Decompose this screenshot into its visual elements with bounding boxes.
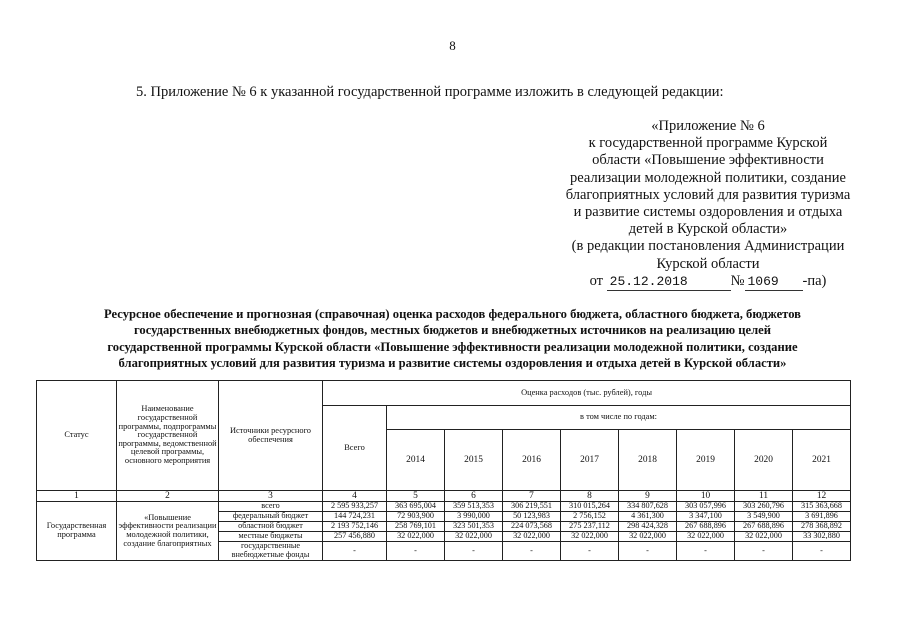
source-cell: областной бюджет <box>219 522 323 532</box>
value-cell: 32 022,000 <box>619 532 677 542</box>
appendix-line: области «Повышение эффективности <box>592 152 824 169</box>
column-number: 1 <box>37 491 117 502</box>
value-cell: 33 302,880 <box>793 532 851 542</box>
column-number: 4 <box>323 491 387 502</box>
value-cell: 32 022,000 <box>387 532 445 542</box>
value-cell: 4 361,300 <box>619 512 677 522</box>
value-cell: 310 015,264 <box>561 502 619 512</box>
title-line: государственных внебюджетных фондов, местных бюджетов и внебюджетных источников на реализацию целей <box>134 323 771 338</box>
decree-number: 1069 <box>745 273 803 291</box>
value-cell: 32 022,000 <box>735 532 793 542</box>
value-cell: 267 688,896 <box>735 522 793 532</box>
header-year: 2021 <box>793 430 851 491</box>
value-cell: - <box>677 542 735 561</box>
appendix-line: и развитие системы оздоровления и отдыха <box>573 204 843 221</box>
value-cell: 3 990,000 <box>445 512 503 522</box>
header-year: 2020 <box>735 430 793 491</box>
value-cell: - <box>561 542 619 561</box>
value-cell: 50 123,983 <box>503 512 561 522</box>
value-cell: 303 260,796 <box>735 502 793 512</box>
value-cell: - <box>323 542 387 561</box>
appendix-line: (в редакции постановления Администрации <box>571 238 845 255</box>
value-cell: - <box>793 542 851 561</box>
value-cell: 298 424,328 <box>619 522 677 532</box>
value-cell: 3 691,896 <box>793 512 851 522</box>
value-cell: - <box>619 542 677 561</box>
appendix-line: благоприятных условий для развития туризма <box>565 186 851 203</box>
value-cell: 144 724,231 <box>323 512 387 522</box>
column-number: 10 <box>677 491 735 502</box>
header-estimate: Оценка расходов (тыс. рублей), годы <box>323 381 851 406</box>
resource-table <box>36 380 851 561</box>
header-total: Всего <box>323 406 387 491</box>
value-cell: 334 807,628 <box>619 502 677 512</box>
column-number: 12 <box>793 491 851 502</box>
appendix-line: реализации молодежной политики, создание <box>570 169 846 186</box>
value-cell: - <box>503 542 561 561</box>
program-name-cell: «Повышение эффективности реализации молодежной политики, создание благоприятных <box>117 502 219 561</box>
appendix-line: Курской области <box>656 255 760 272</box>
value-cell: 257 456,880 <box>323 532 387 542</box>
value-cell: 363 695,004 <box>387 502 445 512</box>
source-cell: местные бюджеты <box>219 532 323 542</box>
value-cell: 3 347,100 <box>677 512 735 522</box>
title-line: Ресурсное обеспечение и прогнозная (справочная) оценка расходов федерального бюджета, областного бюджета, бюджетов <box>104 307 801 321</box>
value-cell: 275 237,112 <box>561 522 619 532</box>
value-cell: 303 057,996 <box>677 502 735 512</box>
source-cell: федеральный бюджет <box>219 512 323 522</box>
value-cell: - <box>387 542 445 561</box>
appendix-line: детей в Курской области» <box>628 221 788 238</box>
value-cell: 315 363,668 <box>793 502 851 512</box>
column-number: 7 <box>503 491 561 502</box>
value-cell: 306 219,551 <box>503 502 561 512</box>
header-year: 2015 <box>445 430 503 491</box>
value-cell: 32 022,000 <box>503 532 561 542</box>
title-line: государственной программы Курской области «Повышение эффективности реализации молодежной политики, создание <box>107 339 798 354</box>
value-cell: - <box>445 542 503 561</box>
value-cell: 359 513,353 <box>445 502 503 512</box>
number-prefix: № <box>730 272 745 289</box>
value-cell: 3 549,900 <box>735 512 793 522</box>
appendix-line: к государственной программе Курской <box>588 135 828 152</box>
decree-date-number-line <box>548 273 868 291</box>
value-cell: 2 595 933,257 <box>323 502 387 512</box>
value-cell: 72 903,900 <box>387 512 445 522</box>
value-cell: 278 368,892 <box>793 522 851 532</box>
source-cell: всего <box>219 502 323 512</box>
value-cell: 32 022,000 <box>445 532 503 542</box>
header-status: Статус <box>37 381 117 491</box>
value-cell: - <box>735 542 793 561</box>
value-cell: 267 688,896 <box>677 522 735 532</box>
header-year: 2018 <box>619 430 677 491</box>
header-year: 2014 <box>387 430 445 491</box>
instruction-paragraph: 5. Приложение № 6 к указанной государственной программе изложить в следующей редакции: <box>136 84 724 100</box>
value-cell: 258 769,101 <box>387 522 445 532</box>
header-year: 2019 <box>677 430 735 491</box>
page-number: 8 <box>449 38 456 53</box>
appendix-header <box>548 118 868 291</box>
title-line: благоприятных условий для развития туризма и развитие системы оздоровления и отдыха детей в Курской области» <box>118 356 787 371</box>
column-number: 3 <box>219 491 323 502</box>
column-number: 11 <box>735 491 793 502</box>
table-title <box>60 306 845 372</box>
column-number: 2 <box>117 491 219 502</box>
header-year: 2017 <box>561 430 619 491</box>
header-including: в том числе по годам: <box>387 406 851 430</box>
value-cell: 32 022,000 <box>677 532 735 542</box>
column-number: 5 <box>387 491 445 502</box>
value-cell: 323 501,353 <box>445 522 503 532</box>
value-cell: 2 756,152 <box>561 512 619 522</box>
program-status-cell: Государственная программа <box>37 502 117 561</box>
column-number: 8 <box>561 491 619 502</box>
appendix-line: «Приложение № 6 <box>651 118 765 134</box>
column-number: 6 <box>445 491 503 502</box>
number-suffix: -па) <box>802 272 827 289</box>
header-source: Источники ресурсного обеспечения <box>219 381 323 491</box>
header-name: Наименование государственной программы, подпрограммы государственной программы, ведомственной целевой программы, основного мероприятия <box>117 381 219 491</box>
value-cell: 2 193 752,146 <box>323 522 387 532</box>
date-prefix: от <box>589 272 604 289</box>
value-cell: 32 022,000 <box>561 532 619 542</box>
source-cell: государственные внебюджетные фонды <box>219 542 323 561</box>
column-number: 9 <box>619 491 677 502</box>
header-year: 2016 <box>503 430 561 491</box>
value-cell: 224 073,568 <box>503 522 561 532</box>
decree-date: 25.12.2018 <box>607 273 731 291</box>
